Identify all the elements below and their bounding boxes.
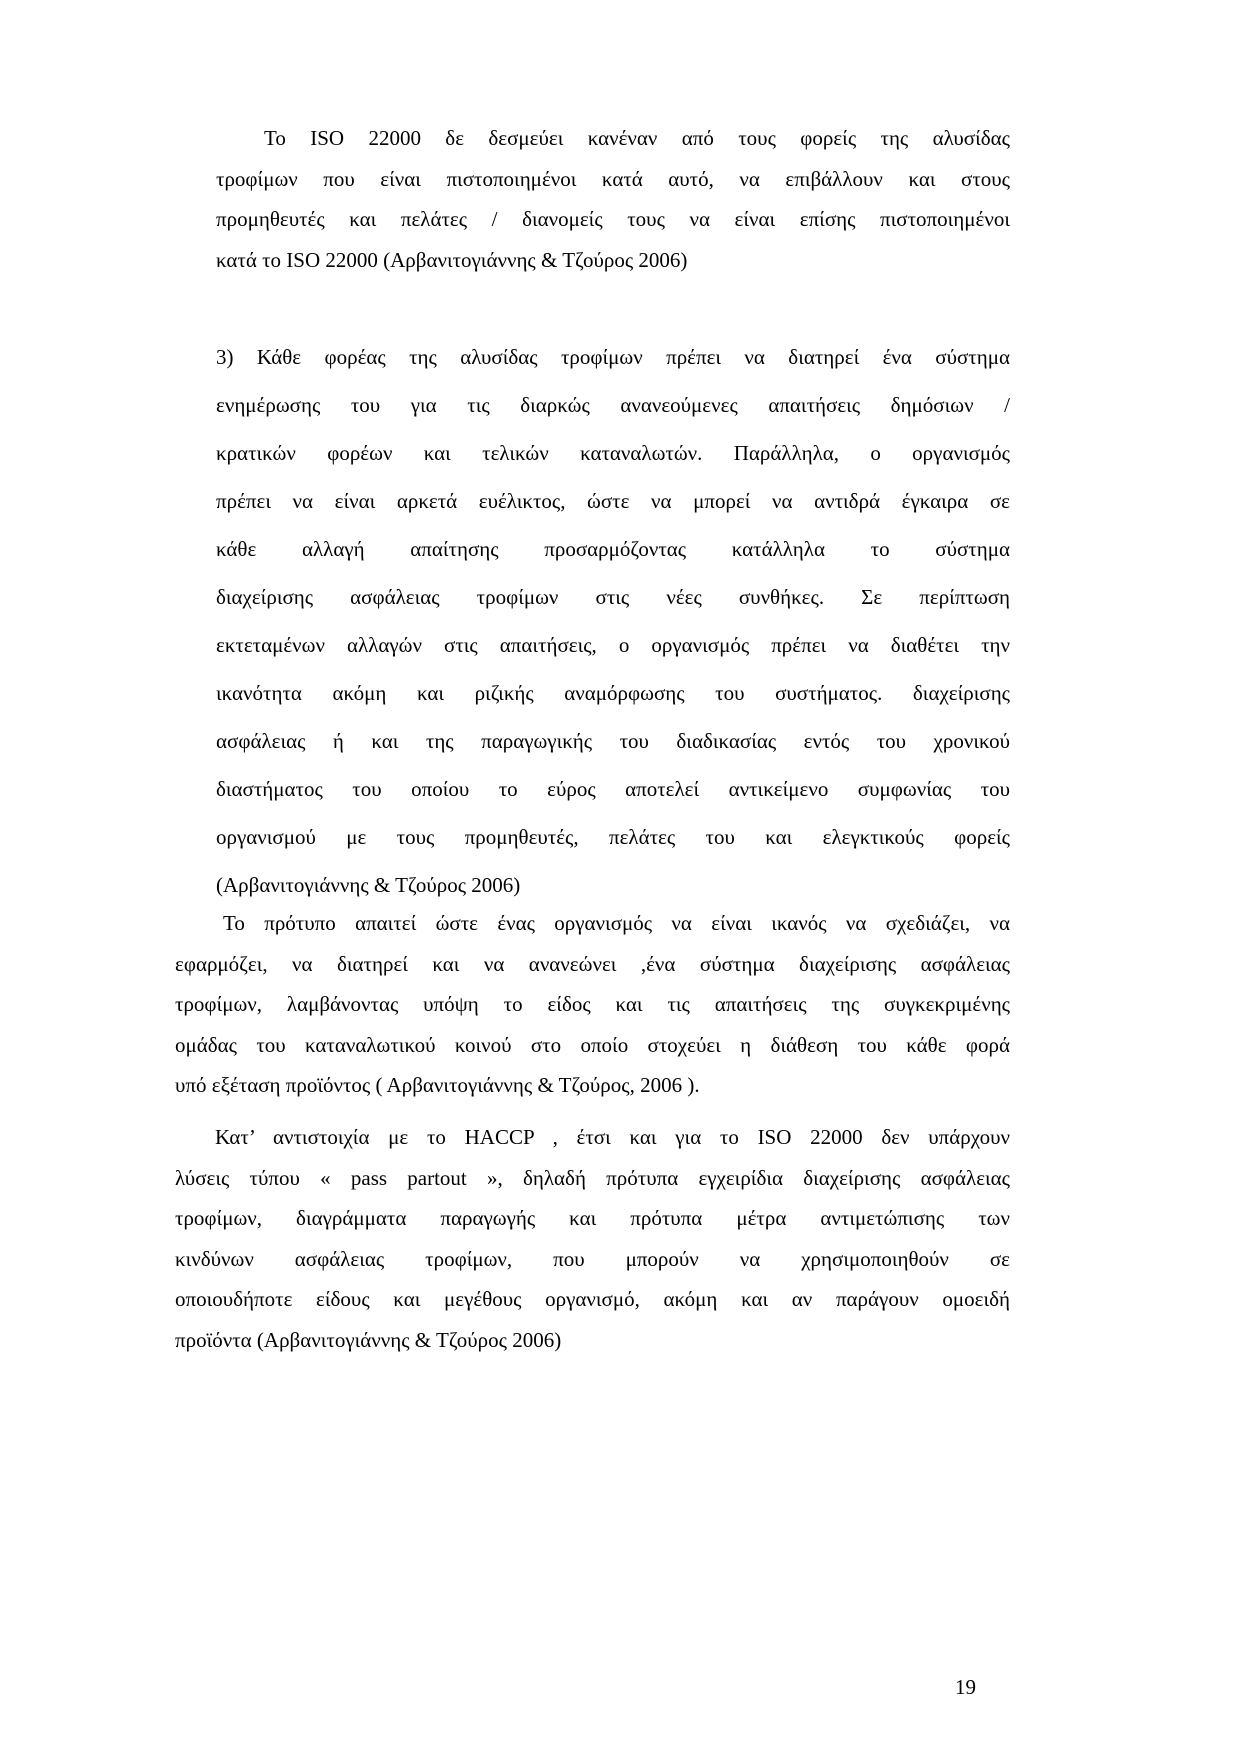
text-line: Το πρότυπο απαιτεί ώστε ένας οργανισμός να είναι ικανός να σχεδιάζει, να xyxy=(223,911,1010,935)
text-line: πρέπει να είναι αρκετά ευέλικτος, ώστε να μπορεί να αντιδρά έγκαιρα σε xyxy=(216,489,1010,513)
text-line: διαχείρισης ασφάλειας τροφίμων στις νέες συνθήκες. Σε περίπτωση xyxy=(216,585,1010,609)
text-line: διαστήματος του οποίου το εύρος αποτελεί αντικείμενο συμφωνίας του xyxy=(216,777,1010,801)
text-line: Κατ’ αντιστοιχία με το HACCP , έτσι και για το ISO 22000 δεν υπάρχουν xyxy=(215,1125,1010,1149)
text-line: ασφάλειας ή και της παραγωγικής του διαδικασίας εντός του χρονικού xyxy=(216,729,1010,753)
text-line: τροφίμων, λαμβάνοντας υπόψη το είδος και τις απαιτήσεις της συγκεκριμένης xyxy=(175,992,1010,1016)
text-line: προϊόντα (Αρβανιτογιάννης & Τζούρος 2006) xyxy=(175,1327,562,1352)
paragraph-iso-22000-certification xyxy=(216,118,1010,280)
paragraph-haccp-comparison xyxy=(175,1117,1010,1360)
text-line: εφαρμόζει, να διατηρεί και να ανανεώνει ,ένα σύστημα διαχείρισης ασφάλειας xyxy=(175,951,1010,976)
paragraph-standard-requirements xyxy=(175,903,1010,1106)
text-line: υπό εξέταση προϊόντος ( Αρβανιτογιάννης & Τζούρος, 2006 ). xyxy=(175,1073,700,1097)
text-line: κατά το ISO 22000 (Αρβανιτογιάννης & Τζούρος 2006) xyxy=(216,247,688,272)
text-line: 3) Κάθε φορέας της αλυσίδας τροφίμων πρέπει να διατηρεί ένα σύστημα xyxy=(216,345,1010,369)
text-line: κάθε αλλαγή απαίτησης προσαρμόζοντας κατάλληλα το σύστημα xyxy=(216,537,1010,561)
text-line: τροφίμων, διαγράμματα παραγωγής και πρότυπα μέτρα αντιμετώπισης των xyxy=(175,1206,1010,1230)
text-line: προμηθευτές και πελάτες / διανομείς τους να είναι επίσης πιστοποιημένοι xyxy=(216,207,1010,231)
text-line: οργανισμού με τους προμηθευτές, πελάτες του και ελεγκτικούς φορείς xyxy=(216,825,1010,849)
text-line: (Αρβανιτογιάννης & Τζούρος 2006) xyxy=(216,873,521,897)
text-line: ενημέρωσης του για τις διαρκώς ανανεούμενες απαιτήσεις δημόσιων / xyxy=(216,393,1010,417)
text-line: ικανότητα ακόμη και ριζικής αναμόρφωσης του συστήματος. διαχείρισης xyxy=(216,681,1010,705)
text-line: Το ISO 22000 δε δεσμεύει κανέναν από τους φορείς της αλυσίδας xyxy=(264,126,1010,150)
paragraph-item-3-information-system xyxy=(216,333,1010,909)
text-line: κρατικών φορέων και τελικών καταναλωτών. Παράλληλα, ο οργανισμός xyxy=(216,441,1010,465)
text-line: εκτεταμένων αλλαγών στις απαιτήσεις, ο οργανισμός πρέπει να διαθέτει την xyxy=(216,633,1010,657)
page-number: 19 xyxy=(955,1675,976,1699)
text-line: λύσεις τύπου « pass partout », δηλαδή πρότυπα εγχειρίδια διαχείρισης ασφάλειας xyxy=(175,1165,1010,1190)
text-line: οποιουδήποτε είδους και μεγέθους οργανισμό, ακόμη και αν παράγουν ομοειδή xyxy=(175,1287,1010,1311)
text-line: κινδύνων ασφάλειας τροφίμων, που μπορούν να χρησιμοποιηθούν σε xyxy=(175,1246,1010,1271)
text-line: τροφίμων που είναι πιστοποιημένοι κατά αυτό, να επιβάλλουν και στους xyxy=(216,166,1010,191)
text-line: ομάδας του καταναλωτικού κοινού στο οποίο στοχεύει η διάθεση του κάθε φορά xyxy=(175,1032,1010,1057)
